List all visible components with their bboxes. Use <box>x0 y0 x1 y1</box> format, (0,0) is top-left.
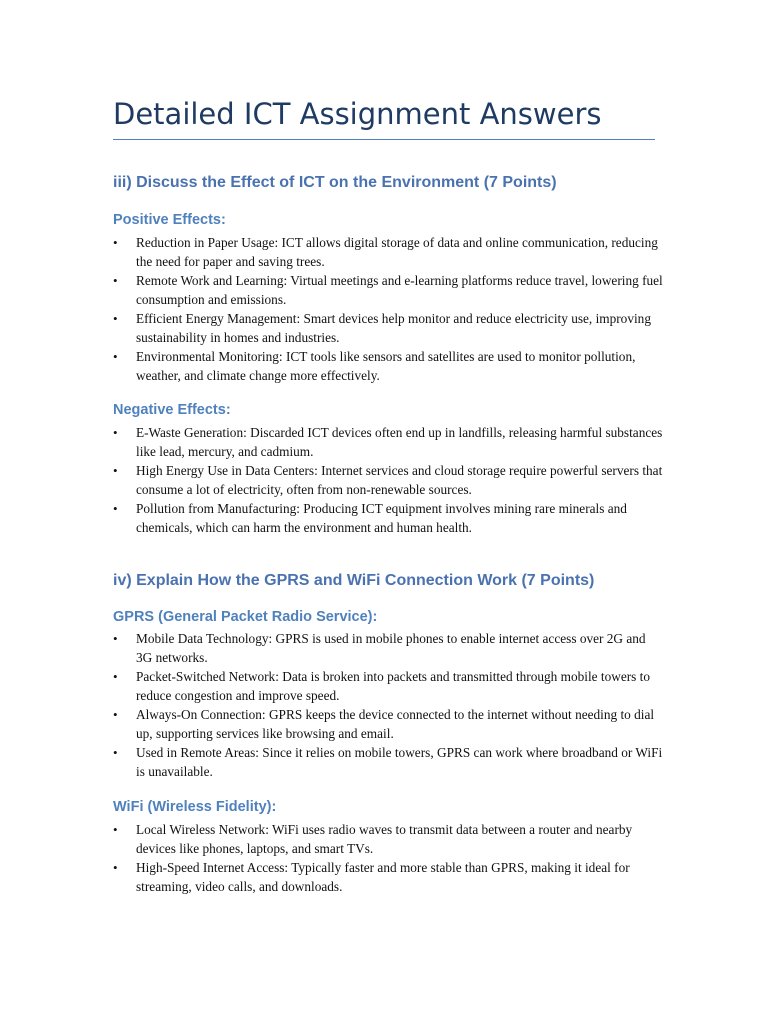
list-item-text: Efficient Energy Management: Smart devices help monitor and reduce electricity use, improving sustainability in homes and industries. <box>136 311 651 345</box>
list-item-text: Remote Work and Learning: Virtual meetings and e-learning platforms reduce travel, lowering fuel consumption and emissions. <box>136 273 663 307</box>
section-heading-environment: iii) Discuss the Effect of ICT on the Environment (7 Points) <box>113 174 557 191</box>
list-item <box>113 858 663 896</box>
positive-effects-list <box>113 233 663 385</box>
subheading-negative-effects: Negative Effects: <box>113 402 231 418</box>
bullet-icon: • <box>113 311 118 326</box>
bullet-icon: • <box>113 235 118 250</box>
bullet-icon: • <box>113 707 118 722</box>
list-item <box>113 667 663 705</box>
bullet-icon: • <box>113 669 118 684</box>
list-item-text: Reduction in Paper Usage: ICT allows digital storage of data and online communication, reducing the need for paper and saving trees. <box>136 235 658 269</box>
list-item-text: Environmental Monitoring: ICT tools like sensors and satellites are used to monitor pollution, weather, and climate change more effectively. <box>136 349 636 383</box>
list-item-text: Mobile Data Technology: GPRS is used in mobile phones to enable internet access over 2G and 3G networks. <box>136 631 646 665</box>
list-item <box>113 820 663 858</box>
list-item-text: High Energy Use in Data Centers: Internet services and cloud storage require powerful servers that consume a lot of electricity, often from non-renewable sources. <box>136 463 663 497</box>
list-item <box>113 743 663 781</box>
list-item-text: Always-On Connection: GPRS keeps the device connected to the internet without needing to dial up, supporting services like browsing and email. <box>136 707 655 741</box>
list-item-text: Used in Remote Areas: Since it relies on mobile towers, GPRS can work where broadband or WiFi is unavailable. <box>136 745 663 779</box>
subheading-positive-effects: Positive Effects: <box>113 212 226 228</box>
list-item-text: Local Wireless Network: WiFi uses radio waves to transmit data between a router and nearby devices like phones, laptops, and smart TVs. <box>136 822 633 856</box>
list-item <box>113 423 663 461</box>
list-item <box>113 309 663 347</box>
bullet-icon: • <box>113 349 118 364</box>
bullet-icon: • <box>113 425 118 440</box>
list-item <box>113 629 663 667</box>
list-item-text: High-Speed Internet Access: Typically faster and more stable than GPRS, making it ideal for streaming, video calls, and downloads. <box>136 860 630 894</box>
list-item <box>113 461 663 499</box>
list-item <box>113 233 663 271</box>
bullet-icon: • <box>113 501 118 516</box>
subheading-gprs: GPRS (General Packet Radio Service): <box>113 609 378 625</box>
bullet-icon: • <box>113 822 118 837</box>
list-item <box>113 347 663 385</box>
list-item-text: Packet-Switched Network: Data is broken into packets and transmitted through mobile towers to reduce congestion and improve speed. <box>136 669 651 703</box>
bullet-icon: • <box>113 463 118 478</box>
bullet-icon: • <box>113 273 118 288</box>
negative-effects-list <box>113 423 663 537</box>
gprs-list <box>113 629 663 781</box>
list-item <box>113 705 663 743</box>
wifi-list <box>113 820 663 896</box>
title-divider <box>113 139 655 140</box>
list-item-text: Pollution from Manufacturing: Producing ICT equipment involves mining rare minerals and chemicals, which can harm the environment and human health. <box>136 501 627 535</box>
list-item-text: E-Waste Generation: Discarded ICT devices often end up in landfills, releasing harmful substances like lead, mercury, and cadmium. <box>136 425 663 459</box>
subheading-wifi: WiFi (Wireless Fidelity): <box>113 799 277 815</box>
list-item <box>113 271 663 309</box>
bullet-icon: • <box>113 631 118 646</box>
document-title: Detailed ICT Assignment Answers <box>113 97 602 131</box>
list-item <box>113 499 663 537</box>
bullet-icon: • <box>113 745 118 760</box>
bullet-icon: • <box>113 860 118 875</box>
section-heading-gprs-wifi: iv) Explain How the GPRS and WiFi Connection Work (7 Points) <box>113 572 595 589</box>
